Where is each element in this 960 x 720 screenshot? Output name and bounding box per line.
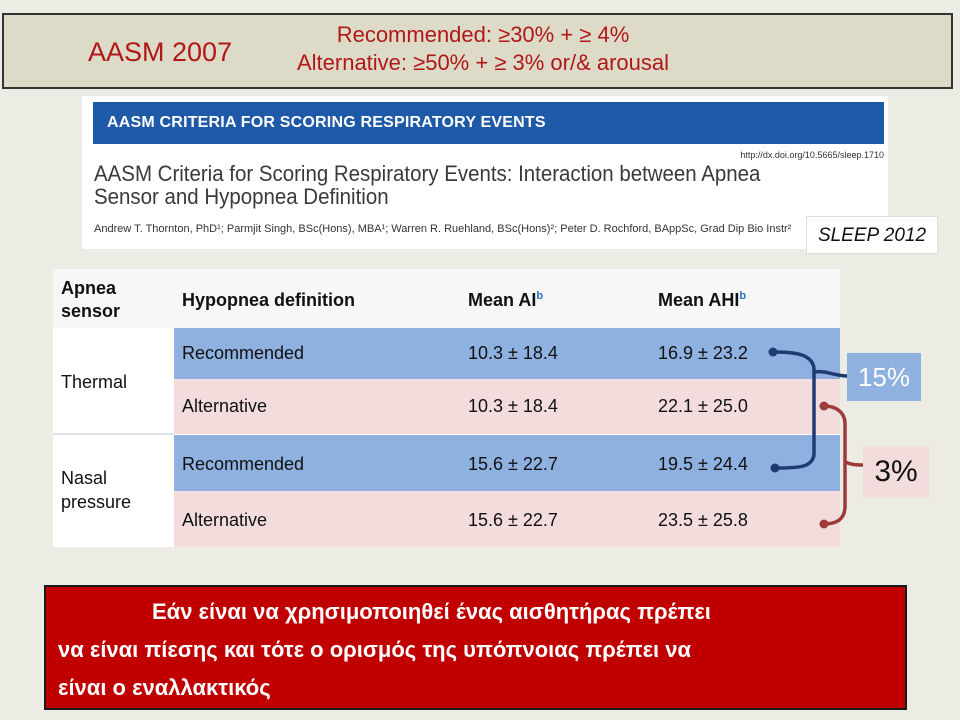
article-banner: AASM CRITERIA FOR SCORING RESPIRATORY EVENTS xyxy=(93,102,884,144)
header-ahi-sup: b xyxy=(739,290,747,302)
header-criteria xyxy=(240,21,726,77)
table-cell-definition: Alternative xyxy=(182,510,268,530)
article-title-line2: Sensor and Hypopnea Definition xyxy=(94,184,389,209)
article-doi: http://dx.doi.org/10.5665/sleep.1710 xyxy=(740,150,884,160)
results-table xyxy=(53,269,840,547)
journal-tag: SLEEP 2012 xyxy=(806,216,938,254)
table-cell-ai: 15.6 ± 22.7 xyxy=(468,510,558,530)
header-title: AASM 2007 xyxy=(88,37,233,67)
table-cell-ai: 10.3 ± 18.4 xyxy=(468,343,558,363)
criteria-alternative: Alternative: ≥50% + ≥ 3% or/& arousal xyxy=(296,50,670,75)
header-ai-sup: b xyxy=(536,290,544,302)
header-mean-ai xyxy=(468,290,543,311)
label-3-percent: 3% xyxy=(863,446,929,498)
table-cell-ahi: 19.5 ± 24.4 xyxy=(658,454,748,474)
conclusion-box xyxy=(44,585,907,710)
conclusion-line1 xyxy=(58,593,895,631)
red-bracket-pointer xyxy=(845,462,863,465)
table-cell-ai: 15.6 ± 22.7 xyxy=(468,454,558,474)
header-apnea-sensor xyxy=(61,277,120,323)
header-apnea-line1: Apnea xyxy=(61,278,117,298)
article-authors: Andrew T. Thornton, PhD¹; Parmjit Singh, BSc(Hons), MBA¹; Warren R. Ruehland, BSc(Hons)²; Peter D. Rochford, BAppSc, Grad Dip Bio Instr² xyxy=(94,223,792,235)
header-ahi-text: Mean AHI xyxy=(658,290,740,310)
conclusion-line2: να είναι πίεσης και τότε ο ορισμός της υπόπνοιας πρέπει να xyxy=(58,637,692,662)
table-cell-definition: Recommended xyxy=(182,454,305,474)
conclusion-line3: είναι ο εναλλακτικός xyxy=(58,675,271,700)
table-cell-ahi: 16.9 ± 23.2 xyxy=(658,343,748,363)
header-mean-ahi xyxy=(658,290,746,311)
sensor-nasal-line1: Nasal xyxy=(61,468,108,488)
article-header xyxy=(82,96,888,249)
header-box xyxy=(2,13,953,89)
table-cell-ai: 10.3 ± 18.4 xyxy=(468,396,558,416)
criteria-recommended: Recommended: ≥30% + ≥ 4% xyxy=(336,22,630,47)
group-separator xyxy=(53,433,174,435)
sensor-thermal: Thermal xyxy=(61,372,128,392)
header-ai-text: Mean AI xyxy=(468,290,537,310)
article-title-line1: AASM Criteria for Scoring Respiratory Events: Interaction between Apnea xyxy=(94,161,761,186)
header-hypopnea: Hypopnea definition xyxy=(182,290,355,310)
header-apnea-line2: sensor xyxy=(61,301,121,321)
table-cell-ahi: 23.5 ± 25.8 xyxy=(658,510,748,530)
table-cell-ahi: 22.1 ± 25.0 xyxy=(658,396,748,416)
sensor-nasal-pressure xyxy=(61,466,131,514)
sensor-nasal-line2: pressure xyxy=(61,492,132,512)
conclusion-line1-text: Εάν είναι να χρησιμοποιηθεί ένας αισθητήρας πρέπει xyxy=(152,599,711,624)
article-title xyxy=(94,162,801,208)
label-15-percent: 15% xyxy=(847,353,921,401)
table-cell-definition: Alternative xyxy=(182,396,268,416)
table-cell-definition: Recommended xyxy=(182,343,305,363)
